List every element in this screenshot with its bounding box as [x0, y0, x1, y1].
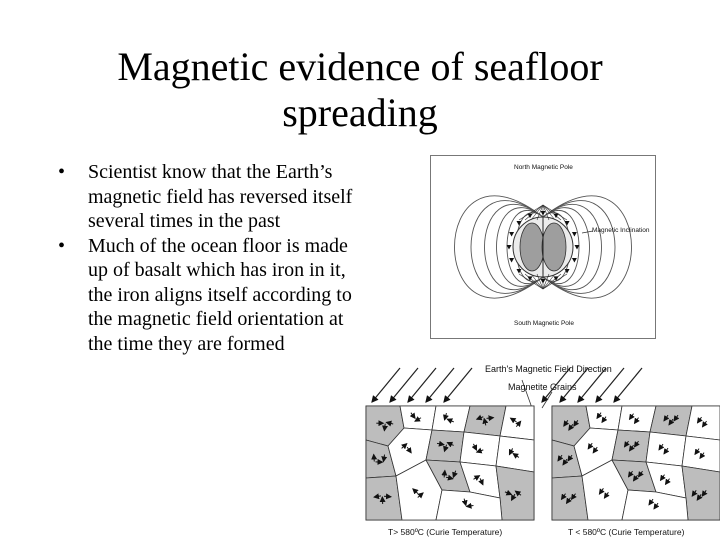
magnetite-grain	[460, 432, 500, 466]
dipole-field-figure	[430, 155, 656, 339]
north-pole-label: North Magnetic Pole	[514, 164, 573, 171]
magnetite-grain	[496, 466, 534, 520]
bullet-dot: •	[58, 160, 65, 185]
magnetite-grain	[426, 430, 464, 462]
slide-title	[40, 44, 680, 136]
grain-moment-arrow	[374, 455, 375, 462]
south-pole-label: South Magnetic Pole	[514, 320, 574, 327]
field-arrow	[408, 368, 436, 402]
magnetite-grain	[500, 406, 534, 440]
cool-caption: T < 580ºC (Curie Temperature)	[568, 527, 684, 537]
bullet-list	[58, 160, 358, 356]
grain-panel-hot	[366, 406, 534, 520]
bullet-text: Scientist know that the Earth’s magnetic field has reversed itself several times in the past	[88, 161, 352, 232]
bullet-dot: •	[58, 234, 65, 259]
magnetite-grain	[586, 406, 622, 430]
grain-panel-cool	[552, 406, 720, 520]
magnetite-grain	[646, 432, 686, 466]
field-arrow	[372, 368, 400, 402]
title-line-1: Magnetic evidence of seafloor	[40, 44, 680, 90]
magnetite-grain	[650, 406, 692, 436]
field-arrow	[444, 368, 472, 402]
grains-label: Magnetite Grains	[508, 382, 577, 392]
magnetite-grain	[612, 430, 650, 462]
hot-caption: T> 580ºC (Curie Temperature)	[388, 527, 502, 537]
bullet-item	[58, 234, 358, 357]
magnetite-grain	[686, 406, 720, 440]
magnetite-grain	[400, 406, 436, 430]
field-arrow	[426, 368, 454, 402]
field-arrow	[390, 368, 418, 402]
magnetite-grains-diagram	[362, 360, 720, 540]
magnetic-field-diagram	[430, 155, 656, 339]
title-line-2: spreading	[40, 90, 680, 136]
bullet-item	[58, 160, 358, 234]
inclination-label: Magnetic Inclination	[592, 227, 649, 234]
bullet-text: Much of the ocean floor is made up of basalt which has iron in it, the iron aligns itself according to the magnetic field orientation at the time they are formed	[88, 235, 352, 355]
magnetite-grain	[432, 406, 470, 432]
magnetite-grain	[682, 466, 720, 520]
field-arrow	[614, 368, 642, 402]
field-direction-label: Earth's Magnetic Field Direction	[485, 364, 612, 374]
